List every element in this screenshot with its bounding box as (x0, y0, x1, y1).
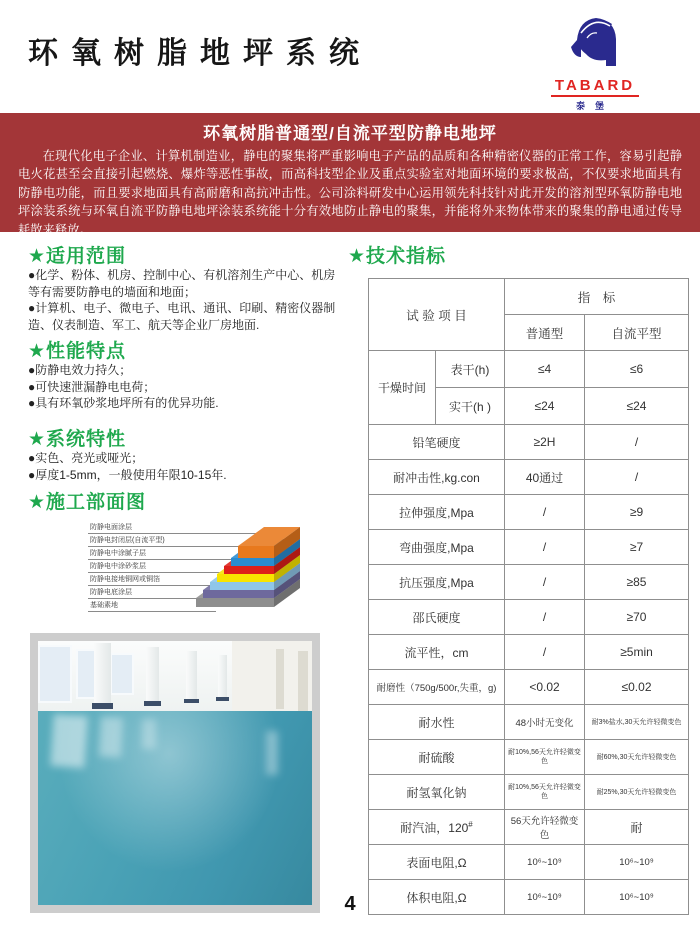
banner-body-text: 在现代化电子企业、计算机制造业，静电的聚集将严重影响电子产品的品质和各种精密仪器的正常工作，容易引起静电火花甚至会直接引起燃烧、爆炸等恶性事故，而高科技型企业及重点实验室对地面环境的要求极高，不仅要求地面具有防静电功能，而且要求地面具有高耐磨和高抗冲击性。公司涂料研发中心运用领先科技针对此开发的溶剂型环氧防静电地坪涂装系统与环氧自流平防静电地坪涂装系统能十分有效地防止静电的聚集，并能将外来物体带来的聚集的静电通过传导耗散来释放。 (18, 149, 682, 237)
layer-shape (217, 574, 274, 582)
table-cell: / (505, 495, 585, 530)
table-cell-label: 耐氢氧化钠 (369, 775, 505, 810)
table-cell-label: 耐磨性（750g/500r,失重，g) (369, 670, 505, 705)
list-item: ●可快速泄漏静电电荷； (28, 379, 156, 394)
table-cell-label: 流平性，cm (369, 635, 505, 670)
table-cell: / (585, 460, 689, 495)
table-cell-label: 拉伸强度,Mpa (369, 495, 505, 530)
table-row (369, 495, 689, 530)
table-row (369, 425, 689, 460)
layer-label: 防静电接地铜网或铜箔 (88, 574, 230, 586)
table-row (369, 600, 689, 635)
list-item: ●化学、粉体、机房、控制中心、有机溶剂生产中心、机房等有需要防静电的墙面和地面； (28, 268, 336, 299)
list-item: ●防静电效力持久； (28, 363, 132, 377)
table-cell: 56天允许轻微变色 (505, 810, 585, 845)
layer-label: 防静电封闭层(自流平型) (88, 535, 251, 547)
heading-tech: ★技术指标 (348, 246, 447, 267)
table-row (369, 705, 689, 740)
table-cell: ≥5min (585, 635, 689, 670)
table-cell: / (505, 530, 585, 565)
table-row (369, 460, 689, 495)
table-row (369, 635, 689, 670)
table-cell: ≤6 (585, 351, 689, 388)
table-cell-label: 邵氏硬度 (369, 600, 505, 635)
table-row (369, 530, 689, 565)
layer-shape (224, 566, 274, 574)
table-cell: ≤4 (505, 351, 585, 388)
table-cell: 实干(h ) (436, 388, 505, 425)
table-cell: ≥2H (505, 425, 585, 460)
tech-spec-table (368, 278, 689, 915)
layer-label: 基础素地 (88, 600, 216, 612)
table-cell-label: 弯曲强度,Mpa (369, 530, 505, 565)
table-cell: 40通过 (505, 460, 585, 495)
layer-shape (196, 598, 274, 607)
table-cell: ≤24 (505, 388, 585, 425)
intro-banner (0, 113, 700, 237)
features-list (28, 362, 336, 412)
table-cell: 耐10%,56天允许轻微变色 (505, 775, 585, 810)
table-row (369, 565, 689, 600)
table-row (369, 740, 689, 775)
table-cell: 耐3%盐水,30天允许轻微变色 (585, 705, 689, 740)
table-cell: / (505, 635, 585, 670)
layer-shape (231, 558, 274, 566)
table-cell: 10⁶~10⁹ (505, 880, 585, 915)
table-cell-label: 铅笔硬度 (369, 425, 505, 460)
layer-shape (203, 590, 274, 598)
header-cell-selfleveling: 自流平型 (585, 315, 689, 351)
table-cell: / (505, 565, 585, 600)
table-cell: ≤24 (585, 388, 689, 425)
table-cell: ≥85 (585, 565, 689, 600)
list-item: ●厚度1-5mm，一般使用年限10-15年. (28, 467, 227, 482)
table-cell: 48小时无变化 (505, 705, 585, 740)
table-cell-label: 表面电阻,Ω (369, 845, 505, 880)
table-row (369, 351, 689, 388)
page-title: 环氧树脂地坪系统 (28, 37, 372, 70)
layer-stack-illustration (188, 522, 302, 618)
table-cell: 表干(h) (436, 351, 505, 388)
layer-label: 防静电中涂腻子层 (88, 548, 244, 560)
page-number: 4 (344, 893, 356, 915)
table-cell: 耐25%,30天允许轻微变色 (585, 775, 689, 810)
table-cell: 耐 (585, 810, 689, 845)
table-row (369, 775, 689, 810)
table-cell-label: 体积电阻,Ω (369, 880, 505, 915)
table-cell: / (505, 600, 585, 635)
company-logo (540, 12, 650, 112)
list-item: ●具有环氧砂浆地坪所有的优异功能. (28, 396, 219, 410)
table-row (369, 810, 689, 845)
table-cell: 耐10%,56天允许轻微变色 (505, 740, 585, 775)
list-item: ●实色、亮光或哑光； (28, 451, 144, 465)
floor-photo (30, 633, 320, 913)
knight-helmet-icon (564, 12, 626, 70)
header-cell-item: 试 验 项 目 (369, 279, 505, 351)
table-cell-label: 抗压强度,Mpa (369, 565, 505, 600)
floor-photo-image (38, 641, 312, 905)
table-cell: ≥9 (585, 495, 689, 530)
logo-subtext: 泰堡 (575, 101, 614, 111)
table-cell-label: 耐水性 (369, 705, 505, 740)
table-cell-group: 干燥时间 (369, 351, 436, 425)
heading-construction: ★施工部面图 (28, 492, 147, 513)
table-cell-label: 耐冲击性,kg.con (369, 460, 505, 495)
heading-system: ★系统特性 (28, 429, 127, 450)
heading-scope: ★适用范围 (28, 246, 127, 267)
table-cell-label: 耐硫酸 (369, 740, 505, 775)
construction-layer-diagram (88, 520, 323, 620)
table-cell: ≥7 (585, 530, 689, 565)
table-cell: ≥70 (585, 600, 689, 635)
layer-label: 防静电中涂砂浆层 (88, 561, 237, 573)
table-cell: 10⁶~10⁹ (585, 845, 689, 880)
layer-shape (238, 546, 274, 558)
table-cell-label: 耐汽油，120# (369, 810, 505, 845)
scope-list (28, 267, 336, 333)
table-cell: ≤0.02 (585, 670, 689, 705)
list-item: ●计算机、电子、微电子、电讯、通讯、印刷、精密仪器制造、仪表制造、军工、航天等企业厂房地面. (28, 301, 336, 332)
table-cell: 耐60%,30天允许轻微变色 (585, 740, 689, 775)
table-row (369, 845, 689, 880)
heading-features: ★性能特点 (28, 341, 127, 362)
table-cell: 10⁶~10⁹ (585, 880, 689, 915)
layer-shape (210, 582, 274, 590)
table-cell: <0.02 (505, 670, 585, 705)
layer-label: 防静电面涂层 (88, 522, 258, 534)
layer-label: 防静电底涂层 (88, 587, 223, 599)
header-cell-ordinary: 普通型 (505, 315, 585, 351)
table-header-row (369, 279, 689, 315)
logo-brand-text: TABARD (551, 77, 639, 97)
table-cell: / (585, 425, 689, 460)
system-list (28, 450, 336, 483)
table-row (369, 670, 689, 705)
banner-title: 环氧树脂普通型/自流平型防静电地坪 (203, 124, 497, 143)
table-cell: 10⁶~10⁹ (505, 845, 585, 880)
header-cell-index: 指 标 (505, 279, 689, 315)
